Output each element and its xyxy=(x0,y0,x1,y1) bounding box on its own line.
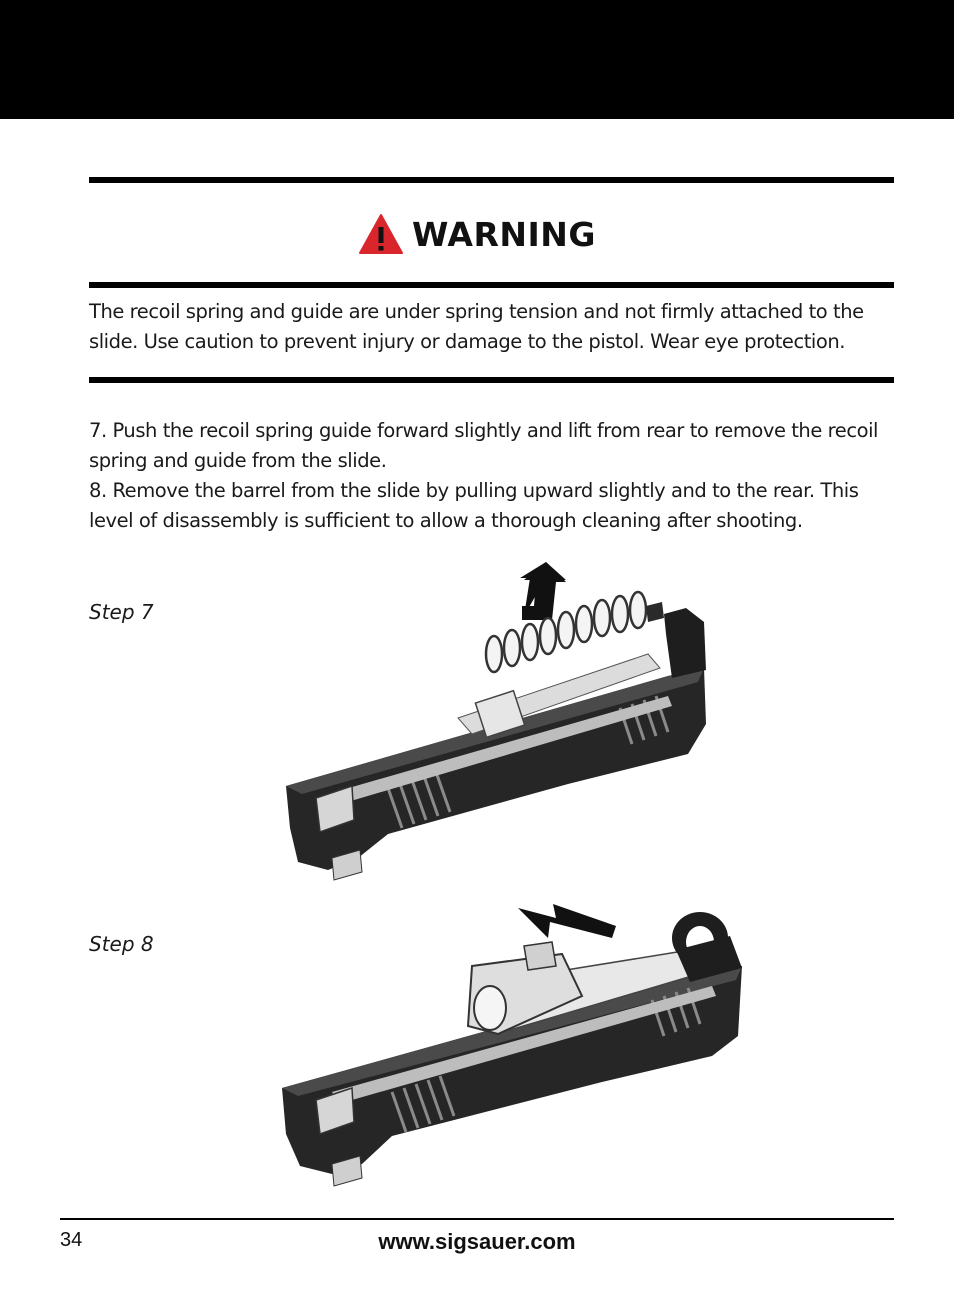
warning-body xyxy=(89,297,899,357)
page-number: 34 xyxy=(60,1229,83,1251)
instructions xyxy=(89,416,899,536)
slide-with-recoil-spring-illustration xyxy=(268,558,716,888)
warning-text: The recoil spring and guide are under spring tension and not firmly attached to the slide. Use caution to prevent injury or damage to the pistol. Wear eye protection. xyxy=(89,300,864,353)
warning-heading xyxy=(0,206,954,262)
footer-rule xyxy=(60,1218,894,1220)
instruction-step-8: 8. Remove the barrel from the slide by pulling upward slightly and to the rear. This level of disassembly is sufficient to allow a thorough cleaning after shooting. xyxy=(89,479,859,532)
warning-title: WARNING xyxy=(412,214,596,254)
step-7-label: Step 7 xyxy=(89,600,154,624)
slide-with-barrel-illustration xyxy=(272,896,748,1196)
warning-top-rule xyxy=(89,177,894,183)
warning-triangle-icon xyxy=(358,213,404,255)
step-8-label: Step 8 xyxy=(89,932,154,956)
warning-bottom-rule xyxy=(89,377,894,383)
rearward-arrow-icon xyxy=(518,904,616,938)
warning-mid-rule xyxy=(89,282,894,288)
header-band xyxy=(0,0,954,119)
instruction-step-7: 7. Push the recoil spring guide forward slightly and lift from rear to remove the recoil spring and guide from the slide. xyxy=(89,419,879,472)
footer-url: www.sigsauer.com xyxy=(378,1229,576,1254)
